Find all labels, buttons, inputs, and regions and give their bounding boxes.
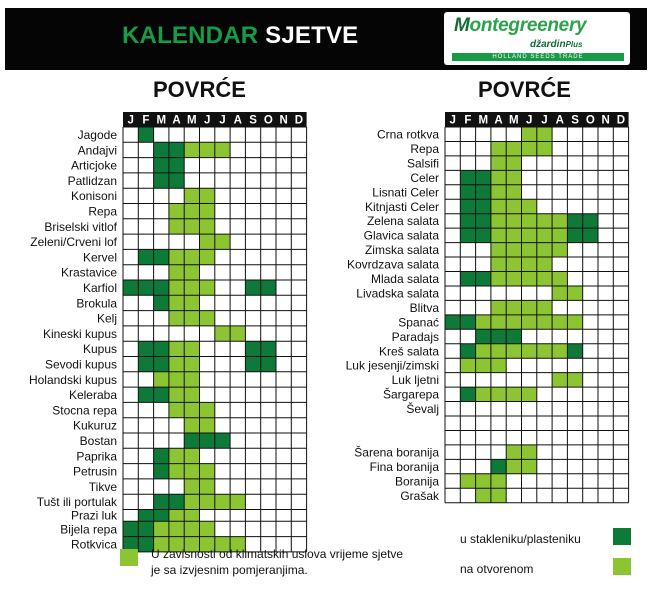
right-section-title: POVRĆE [478,77,571,102]
month-label: M [156,114,167,127]
cell-open-field [522,257,537,271]
cell-open-field [200,418,215,433]
cell-greenhouse [169,494,184,509]
cell-greenhouse [154,173,169,188]
cell-open-field [169,311,184,326]
cell-greenhouse [583,214,598,228]
cell-open-field [491,243,506,257]
cell-open-field [522,127,537,141]
cell-open-field [184,357,199,372]
cell-open-field [506,185,521,199]
cell-open-field [537,272,552,286]
cell-open-field [184,448,199,463]
row-label: Šarena boranija [354,445,439,460]
row-label: Grašak [400,488,439,503]
row-label: Kupus [82,342,117,357]
row-label: Kelj [96,311,117,326]
cell-open-field [537,257,552,271]
cell-open-field [491,344,506,358]
cell-greenhouse [567,228,582,242]
cell-greenhouse [460,214,475,228]
cell-greenhouse [200,433,215,448]
month-label: S [249,114,257,127]
cell-greenhouse [245,341,260,356]
cell-greenhouse [245,357,260,372]
logo-subtitle-main: džardin [530,39,566,50]
row-label: Livadska salata [356,286,439,301]
cell-greenhouse [460,344,475,358]
cell-open-field [200,402,215,417]
row-label: Konisoni [70,189,117,204]
month-label: J [525,114,533,127]
cell-greenhouse [476,329,491,343]
row-label: Paprika [76,449,117,464]
cell-greenhouse [138,357,153,372]
row-label: Blitva [409,300,439,315]
row-label: Kitnjasti Celer [364,199,439,214]
cell-greenhouse [184,433,199,448]
cell-greenhouse [476,228,491,242]
cell-open-field [491,300,506,314]
month-label: A [172,114,181,127]
cell-greenhouse [154,158,169,173]
cell-greenhouse [460,272,475,286]
cell-open-field [200,494,215,509]
cell-open-field [491,358,506,372]
cell-greenhouse [123,521,138,536]
cell-open-field [184,295,199,310]
cell-greenhouse [169,158,184,173]
cell-greenhouse [261,357,276,372]
cell-open-field [552,286,567,300]
cell-open-field [184,142,199,157]
row-label: Celer [410,170,439,185]
row-label: Jagode [77,127,117,142]
row-label: Crna rotkva [376,127,439,142]
cell-open-field [476,344,491,358]
logo-name-rest: ontegreenery [469,15,587,36]
cell-greenhouse [491,329,506,343]
cell-open-field [169,464,184,479]
row-label: Holandski kupus [28,372,117,387]
cell-greenhouse [476,272,491,286]
cell-open-field [184,188,199,203]
row-label: Zelena salata [366,214,439,229]
cell-greenhouse [460,315,475,329]
cell-open-field [552,214,567,228]
cell-greenhouse [460,228,475,242]
cell-greenhouse [567,344,582,358]
cell-open-field [184,387,199,402]
cell-open-field [200,464,215,479]
cell-open-field [169,448,184,463]
cell-greenhouse [138,280,153,295]
cell-open-field [230,326,245,341]
cell-open-field [506,228,521,242]
cell-open-field [537,228,552,242]
row-label: Kervel [82,250,117,265]
row-label: Tušt ili portulak [36,495,117,510]
row-label: Salsifi [406,156,439,171]
cell-open-field [476,488,491,502]
cell-open-field [184,311,199,326]
cell-open-field [200,142,215,157]
cell-open-field [506,141,521,155]
cell-open-field [200,234,215,249]
cell-greenhouse [154,448,169,463]
month-label: M [478,114,489,127]
row-label: Ševalj [406,402,439,417]
cell-open-field [215,234,230,249]
cell-greenhouse [460,387,475,401]
cell-open-field [184,510,199,522]
cell-open-field [506,199,521,213]
logo-tagline: HOLLAND SEEDS TRADE [452,53,624,61]
cell-open-field [184,418,199,433]
cell-greenhouse [138,341,153,356]
cell-open-field [169,249,184,264]
row-label: Tikve [88,479,117,494]
cell-open-field [491,214,506,228]
row-label: Krastavice [60,265,117,280]
month-label: A [494,114,503,127]
row-label: Spanać [398,315,439,330]
cell-open-field [184,249,199,264]
cell-open-field [215,326,230,341]
month-label: J [219,114,226,127]
cell-open-field [537,127,552,141]
month-label: S [571,114,579,127]
month-label: J [127,114,134,127]
cell-open-field [552,344,567,358]
cell-open-field [169,265,184,280]
cell-open-field [522,243,537,257]
row-label: Briselski vitlof [44,219,117,234]
month-label: N [601,114,610,127]
legend-open-swatch [613,558,631,575]
cell-open-field [476,387,491,401]
month-label: J [449,114,456,127]
cell-open-field [169,372,184,387]
cell-open-field [522,445,537,459]
cell-open-field [169,219,184,234]
cell-open-field [154,372,169,387]
cell-open-field [491,272,506,286]
row-label: Karfiol [82,280,117,295]
cell-greenhouse [138,387,153,402]
cell-open-field [184,464,199,479]
cell-open-field [522,344,537,358]
cell-greenhouse [169,142,184,157]
cell-open-field [184,204,199,219]
month-label: O [585,114,595,127]
cell-open-field [522,199,537,213]
cell-greenhouse [138,127,153,142]
cell-open-field [506,257,521,271]
cell-open-field [184,372,199,387]
cell-greenhouse [491,459,506,473]
legend-greenhouse-label: u stakleniku/plasteniku [460,532,581,546]
row-label: Patlidzan [67,173,117,188]
cell-greenhouse [154,494,169,509]
cell-open-field [552,272,567,286]
cell-open-field [169,510,184,522]
cell-greenhouse [445,315,460,329]
cell-open-field [491,474,506,488]
cell-open-field [567,315,582,329]
cell-open-field [184,494,199,509]
month-label: J [203,114,211,127]
row-label: Lisnati Celer [372,185,439,200]
cell-greenhouse [261,280,276,295]
cell-greenhouse [460,199,475,213]
cell-open-field [476,474,491,488]
cell-open-field [506,387,521,401]
cell-greenhouse [476,214,491,228]
cell-greenhouse [245,280,260,295]
cell-open-field [460,358,475,372]
cell-open-field [522,315,537,329]
cell-open-field [491,199,506,213]
legend-open-label: na otvorenom [460,562,534,576]
cell-open-field [169,357,184,372]
cell-greenhouse [154,510,169,522]
cell-greenhouse [460,170,475,184]
cell-open-field [552,228,567,242]
cell-open-field [506,156,521,170]
cell-open-field [491,170,506,184]
cell-greenhouse [567,214,582,228]
cell-open-field [184,521,199,536]
cell-open-field [491,156,506,170]
cell-open-field [522,141,537,155]
cell-open-field [169,204,184,219]
row-label: Repa [88,204,117,219]
row-label: Boranija [394,474,439,489]
cell-open-field [215,142,230,157]
row-label: Keleraba [68,388,117,403]
left-section-title: POVRĆE [153,77,246,102]
cell-greenhouse [476,170,491,184]
row-label: Šargarepa [382,387,439,402]
cell-greenhouse [154,387,169,402]
cell-open-field [491,228,506,242]
row-label: Kineski kupus [42,326,117,341]
month-label: D [294,114,304,127]
cell-open-field [537,243,552,257]
cell-open-field [169,280,184,295]
title-word-kalendar: KALENDAR [122,22,259,49]
cell-open-field [522,387,537,401]
cell-greenhouse [215,433,230,448]
cell-open-field [184,265,199,280]
logo-subtitle-suffix: Plus [565,40,583,49]
cell-open-field [506,300,521,314]
cell-greenhouse [506,329,521,343]
cell-open-field [154,521,169,536]
cell-open-field [506,272,521,286]
row-label: Rotkvica [70,537,117,552]
month-label: D [616,114,626,127]
cell-greenhouse [154,295,169,310]
cell-greenhouse [154,280,169,295]
row-label: Luk jesenji/zimski [345,358,439,373]
cell-greenhouse [154,249,169,264]
row-label: Glavica salata [363,228,439,243]
cell-greenhouse [460,185,475,199]
row-label: Zeleni/Crveni lof [30,235,117,250]
row-label: Sevodi kupus [44,357,117,372]
cell-open-field [552,243,567,257]
cell-open-field [200,204,215,219]
row-label: Bostan [79,433,117,448]
cell-open-field [200,280,215,295]
cell-open-field [522,228,537,242]
cell-open-field [552,315,567,329]
row-label: Kukuruz [72,418,117,433]
row-label: Fina boranija [369,459,439,474]
month-label: F [464,114,472,127]
row-label: Luk ljetni [391,373,439,388]
row-label: Bijela repa [60,522,117,537]
cell-open-field [491,141,506,155]
cell-open-field [506,170,521,184]
row-label: Articjoke [70,158,117,173]
cell-open-field [491,315,506,329]
cell-open-field [506,214,521,228]
month-label: O [263,114,273,127]
row-label: Kovrdzava salata [346,257,439,272]
row-label: Prazi luk [70,508,117,523]
cell-greenhouse [154,357,169,372]
row-label: Stocna repa [52,403,117,418]
cell-greenhouse [261,341,276,356]
cell-open-field [537,214,552,228]
cell-open-field [184,341,199,356]
cell-open-field [522,300,537,314]
note-line-1: U zavisnosti od klimatskih uslova vrijeme sjetve [151,547,404,561]
row-label: Mlada salata [370,272,439,287]
cell-greenhouse [138,521,153,536]
row-label: Andajvi [77,143,117,158]
cell-open-field [506,445,521,459]
cell-open-field [169,341,184,356]
cell-open-field [537,344,552,358]
cell-open-field [169,402,184,417]
cell-open-field [506,459,521,473]
cell-open-field [184,280,199,295]
cell-open-field [491,257,506,271]
cell-open-field [506,315,521,329]
cell-open-field [215,494,230,509]
title-word-sjetve: SJETVE [265,22,359,49]
row-label: Paradajs [391,329,439,344]
cell-open-field [169,521,184,536]
cell-open-field [230,494,245,509]
cell-open-field [169,387,184,402]
cell-open-field [200,311,215,326]
cell-greenhouse [138,249,153,264]
month-label: F [142,114,150,127]
cell-greenhouse [169,173,184,188]
cell-open-field [506,344,521,358]
cell-open-field [491,387,506,401]
cell-open-field [460,474,475,488]
cell-open-field [476,315,491,329]
cell-open-field [522,459,537,473]
cell-greenhouse [138,510,153,522]
month-label: A [233,114,242,127]
month-label: A [555,114,564,127]
month-label: M [187,114,197,127]
cell-open-field [200,219,215,234]
row-label: Brokula [76,296,117,311]
cell-greenhouse [123,280,138,295]
cell-open-field [200,521,215,536]
cell-greenhouse [583,228,598,242]
cell-open-field [506,243,521,257]
month-label: J [541,114,548,127]
cell-open-field [476,358,491,372]
row-label: Petrusin [72,464,117,479]
month-label: M [509,114,519,127]
cell-greenhouse [476,185,491,199]
note-swatch [120,549,138,566]
cell-open-field [567,286,582,300]
cell-open-field [200,479,215,494]
cell-open-field [184,402,199,417]
cell-open-field [522,272,537,286]
cell-open-field [567,373,582,387]
month-label: N [279,114,288,127]
row-label: Zimska salata [364,243,439,258]
cell-open-field [537,300,552,314]
cell-greenhouse [154,142,169,157]
cell-open-field [537,315,552,329]
note-line-2: je sa izvjesnim pomjeranjima. [151,563,308,577]
cell-open-field [537,141,552,155]
cell-greenhouse [154,341,169,356]
cell-open-field [522,214,537,228]
row-label: Kreš salata [378,344,439,359]
cell-open-field [184,219,199,234]
cell-open-field [552,373,567,387]
legend-greenhouse-swatch [613,528,631,545]
cell-open-field [184,479,199,494]
logo-initial: M [454,15,470,36]
cell-open-field [491,185,506,199]
cell-open-field [169,295,184,310]
cell-open-field [200,188,215,203]
cell-greenhouse [476,199,491,213]
cell-open-field [200,249,215,264]
cell-greenhouse [154,464,169,479]
row-label: Repa [410,141,439,156]
cell-open-field [491,488,506,502]
